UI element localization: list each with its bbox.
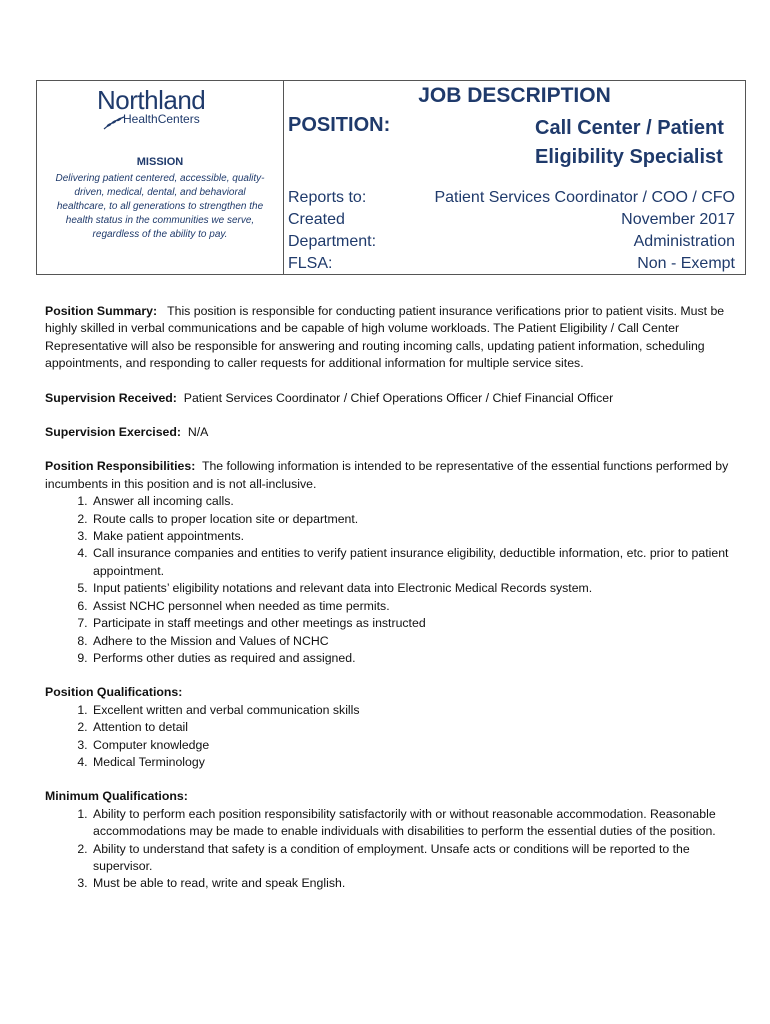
document-title: JOB DESCRIPTION [418, 84, 611, 107]
flsa-label: FLSA: [288, 255, 333, 272]
list-item: 2. Attention to detail [91, 719, 735, 736]
summary-label: Position Summary: [45, 304, 158, 318]
position-responsibilities [45, 458, 735, 667]
header-left-cell [37, 81, 284, 274]
created-row [288, 211, 735, 233]
supervision-received-text: Patient Services Coordinator / Chief Operations Officer / Chief Financial Officer [183, 390, 614, 405]
supervision-exercised [45, 424, 735, 441]
header-table [36, 80, 746, 275]
department-value: Administration [633, 233, 735, 250]
mission-text: Delivering patient centered, accessible, quality-driven, medical, dental, and behavioral healthcare, to all generations to strengthen the health status in the communities we serve, regardless of the ability to pay. [55, 173, 265, 240]
list-item: 1. Ability to perform each position responsibility satisfactorily with or without reasonable accommodation. Reasonable accommodations may be made to enable individuals with disabilities to perform the essential duties of the position. [91, 806, 735, 841]
list-item: 3. Computer knowledge [91, 737, 735, 754]
list-item: 4. Call insurance companies and entities to verify patient insurance eligibility, deductible information, etc. prior to patient appointment. [91, 545, 735, 580]
minimum-qualifications [45, 788, 735, 892]
minimum-label: Minimum Qualifications: [45, 789, 188, 804]
supervision-received [45, 390, 735, 407]
header-right-cell [284, 81, 745, 274]
list-item: 6. Assist NCHC personnel when needed as time permits. [91, 598, 735, 615]
flsa-value: Non - Exempt [637, 255, 735, 272]
supervision-exercised-label: Supervision Exercised: [45, 425, 182, 440]
list-item: 5. Input patients’ eligibility notations and relevant data into Electronic Medical Records system. [91, 580, 735, 597]
created-value: November 2017 [621, 211, 735, 228]
responsibilities-list [45, 493, 735, 667]
list-item: 1. Excellent written and verbal communication skills [91, 702, 735, 719]
logo-sub: HealthCenters [123, 112, 200, 126]
minimum-list [45, 806, 735, 893]
list-item: 2. Ability to understand that safety is a condition of employment. Unsafe acts or conditions will be reported to the supervisor. [91, 841, 735, 876]
flsa-row [288, 255, 735, 277]
wheat-icon [103, 115, 125, 131]
list-item: 7. Participate in staff meetings and other meetings as instructed [91, 615, 735, 632]
department-row [288, 233, 735, 255]
reports-to-row [288, 189, 735, 211]
reports-to-label: Reports to: [288, 189, 367, 206]
list-item: 3. Make patient appointments. [91, 528, 735, 545]
responsibilities-label: Position Responsibilities: [45, 459, 196, 474]
logo-name: Northland [97, 85, 206, 115]
responsibilities-intro-text: The following information is intended to be representative of the essential functions performed by incumbents in this position and is not all-inclusive. [45, 459, 729, 491]
department-label: Department: [288, 233, 377, 250]
list-item: 4. Medical Terminology [91, 754, 735, 771]
responsibilities-intro [45, 458, 735, 493]
position-label: POSITION: [288, 114, 391, 136]
list-item: 1. Answer all incoming calls. [91, 493, 735, 510]
position-value: Call Center / Patient Eligibility Specialist [535, 117, 724, 168]
reports-to-value: Patient Services Coordinator / COO / CFO [434, 189, 735, 206]
list-item: 9. Performs other duties as required and assigned. [91, 650, 735, 667]
position-qualifications [45, 684, 735, 771]
list-item: 3. Must be able to read, write and speak English. [91, 875, 735, 892]
qualifications-list [45, 702, 735, 772]
document-body [45, 303, 735, 910]
position-summary [45, 303, 735, 373]
list-item: 2. Route calls to proper location site or department. [91, 511, 735, 528]
created-label: Created [288, 211, 345, 228]
northland-logo [97, 85, 237, 143]
mission-title: MISSION [136, 156, 184, 168]
summary-text: This position is responsible for conducting patient insurance verifications prior to patient visits. Must be highly skilled in verbal communications and be capable of high volume workloads. The Patient Eligibility / Call Center Representative will also be responsible for answering and routing incoming calls, updating patient information, scheduling appointments, and responding to caller requests for additional information for multiple service sites. [45, 304, 725, 371]
qualifications-label: Position Qualifications: [45, 685, 183, 700]
supervision-exercised-text: N/A [187, 425, 209, 440]
list-item: 8. Adhere to the Mission and Values of NCHC [91, 633, 735, 650]
supervision-received-label: Supervision Received: [45, 390, 177, 405]
